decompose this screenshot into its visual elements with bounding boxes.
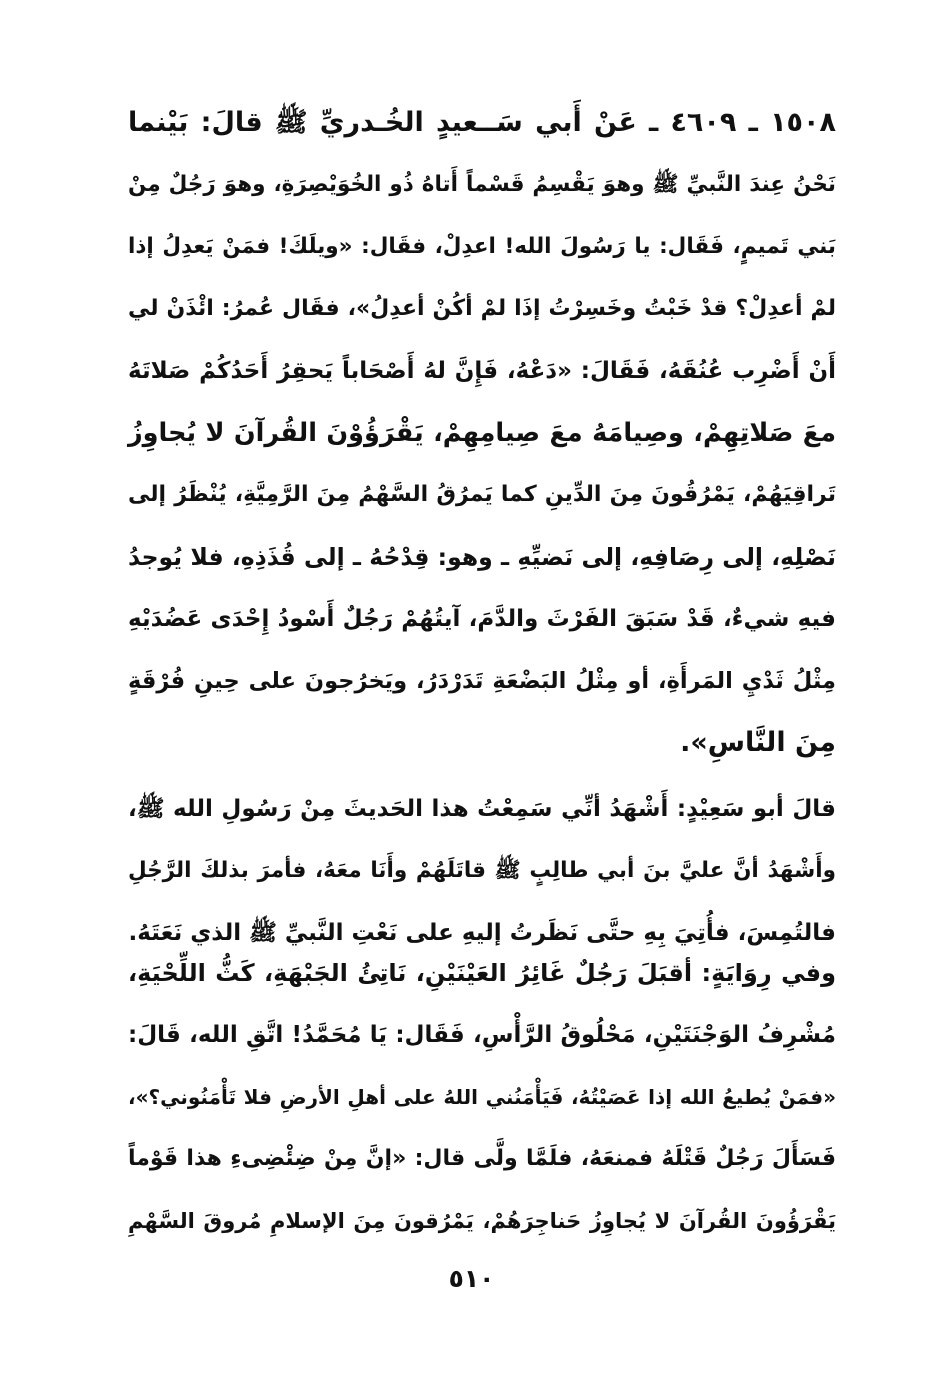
text-line: أَنْ أَضْرِب عُنُقَهُ، فَقَالَ: «دَعْهُ، فَإِنَّ لهُ أَصْحَاباً يَحقِرُ أَحَدُكُمْ صَلاتَهُ	[128, 358, 836, 384]
narrator-paragraph	[128, 778, 836, 964]
hadith-paragraph-1	[128, 92, 836, 774]
text-line: يَقْرَؤُونَ القُرآنَ لا يُجاوِزُ حَناجِرَهُمْ، يَمْرُقونَ مِنَ الإسلامِ مُروقَ السَّهْمِ	[128, 1209, 836, 1233]
text-line: لمْ أعدِلْ؟ قدْ خَبْتُ وخَسِرْتُ إذَا لمْ أكُنْ أعدِلُ»، فقَال عُمرُ: ائْذَنْ لي	[128, 296, 836, 321]
text-line: فيهِ شيءٌ، قَدْ سَبَقَ الفَرْثَ والدَّمَ، آيتُهُمْ رَجُلٌ أَسْودُ إِحْدَى عَضُدَيْهِ	[128, 606, 836, 632]
text-line: نَحْنُ عِندَ النَّبيِّ ﷺ وهوَ يَقْسِمُ قَسْماً أَتاهُ ذُو الخُوَيْصِرَةِ، وهوَ رَجُلٌ مِنْ	[128, 172, 836, 197]
text-line: «فمَنْ يُطيعُ الله إذا عَصَيْتُهُ، فَيَأْمَنُني اللهُ على أهلِ الأرضِ فلا تَأْمَنُوني؟»،	[128, 1085, 836, 1109]
page-number: ٥١٠	[448, 1264, 495, 1293]
text-line: مِثْلُ ثَدْيِ المَرأَةِ، أو مِثْلُ البَضْعَةِ تَدَرْدَرُ، ويَخرُجونَ على حِينِ فُرْقَةٍ	[128, 668, 836, 694]
text-line: فَسَأَلَ رَجُلٌ قَتْلَهُ فمنعَهُ، فلَمَّا ولَّى قال: «إنَّ مِنْ ضِئْضِىءِ هذا قَوْماً	[128, 1146, 836, 1171]
narration-variant-paragraph	[128, 942, 836, 1252]
text-line: تَراقِيَهُمْ، يَمْرُقُونَ مِنَ الدِّينِ كما يَمرُقُ السَّهْمُ مِنَ الرَّمِيَّةِ، يُنْظَرُ إلى	[128, 482, 836, 507]
text-line: ١٥٠٨ ـ ٤٦٠٩ ـ عَنْ أَبي سَــعيدٍ الخُـدريِّ ﷺ قالَ: بَيْنما	[128, 107, 836, 138]
text-line: قالَ أبو سَعِيْدٍ: أَشْهَدُ أنِّي سَمِعْتُ هذا الحَديثَ مِنْ رَسُولِ الله ﷺ،	[128, 796, 836, 822]
text-line: بَني تَميمٍ، فَقَال: يا رَسُولَ الله! اعدِلْ، فقَال: «ويلَكَ! فمَنْ يَعدِلُ إذا	[128, 234, 836, 259]
text-line: معَ صَلاتِهِمْ، وصِيامَهُ معَ صِيامِهِمْ، يَقْرَؤُوْنَ القُرآنَ لا يُجاوِزُ	[128, 418, 836, 448]
text-line: وفي رِوَايَةٍ: أقبَلَ رَجُلٌ غَائِرُ العَيْنَيْنِ، نَاتِئُ الجَبْهَةِ، كَثُّ اللِّحْيَةِ،	[128, 959, 836, 987]
text-line: مِنَ النَّاسِ».	[680, 727, 836, 758]
text-line: مُشْرِفُ الوَجْنَتَيْنِ، مَحْلُوقُ الرَّأْسِ، فَقَال: يَا مُحَمَّدُ! اتَّقِ الله، قَالَ:	[128, 1022, 836, 1048]
text-line: فالتُمِسَ، فأُتِيَ بِهِ حتَّى نَظَرتُ إليهِ على نَعْتِ النَّبيِّ ﷺ الذي نَعَتَهُ.	[128, 920, 836, 946]
text-line: نَصْلِهِ، إلى رِصَافِهِ، إلى نَضيِّهِ ـ وهو: قِدْحُهُ ـ إلى قُذَذِهِ، فلا يُوجدُ	[128, 543, 836, 571]
text-line: وأَشْهَدُ أنَّ عليَّ بنَ أبي طالِبٍ ﷺ قاتَلَهُمْ وأَنَا معَهُ، فأمرَ بذلكَ الرَّجُلِ	[128, 858, 836, 883]
